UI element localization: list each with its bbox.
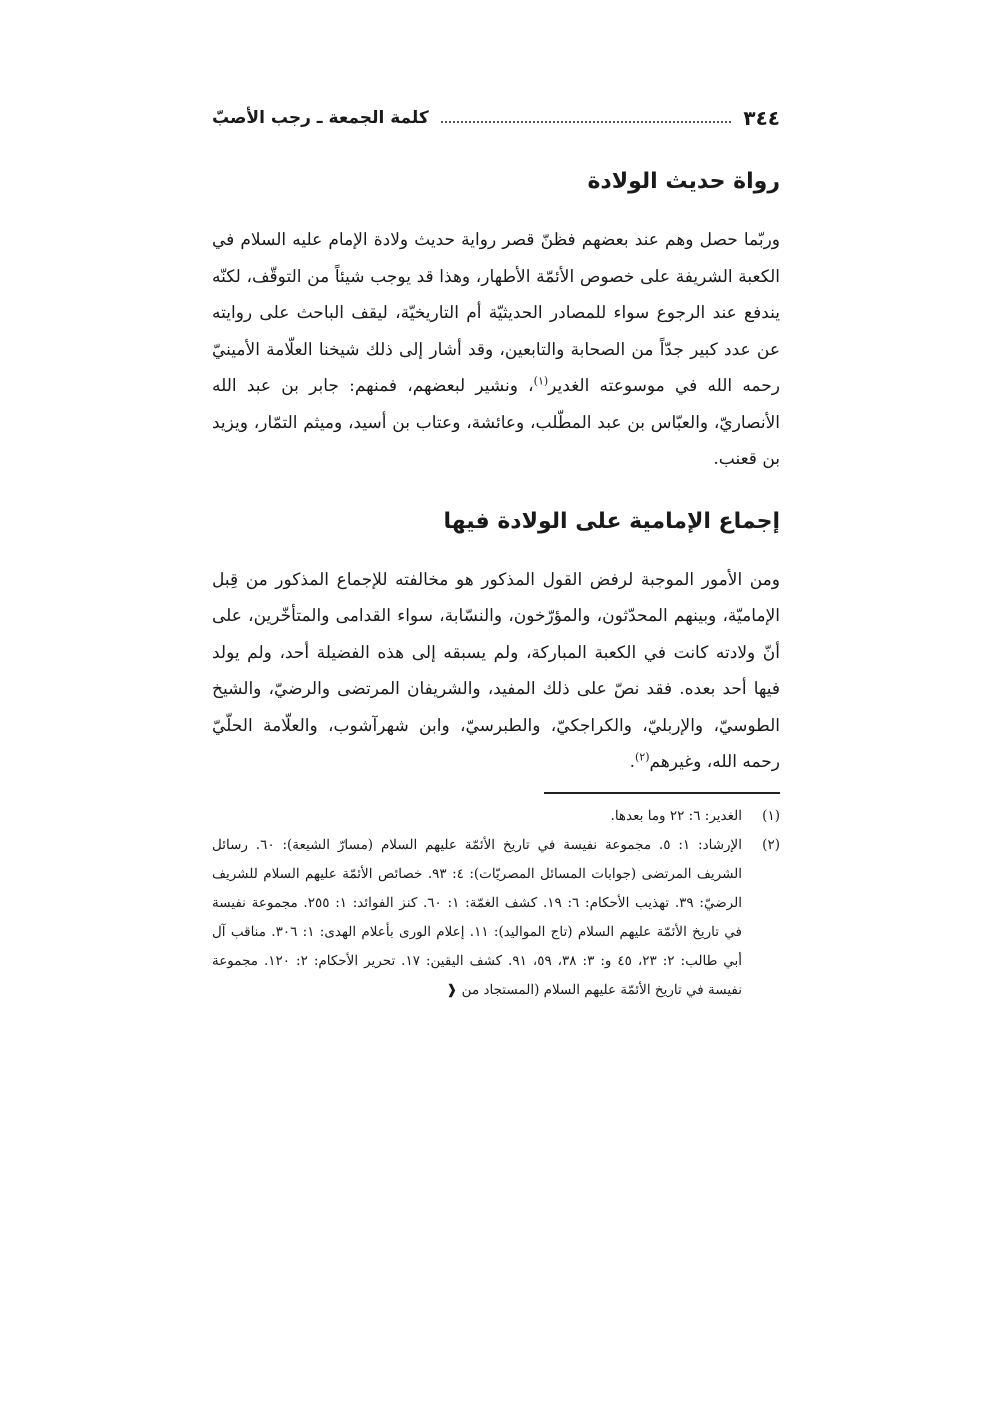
paragraph-text: وربّما حصل وهم عند بعضهم فظنّ قصر رواية حديث ولادة الإمام عليه السلام في الكعبة الشريفة على خصوص الأئمّة الأطهار، وهذا قد يوجب شيئاً من التوقّف، لكنّه يندفع عند الرجوع سواء للمصادر الحديثيّة أم التاريخيّة، ليقف الباحث على روايته عن عدد كبير جدّاً من الصحابة والتابعين، وقد أشار إلى ذلك شيخنا العلّامة الأمينيّ رحمه الله في موسوعته الغدير [212,230,780,396]
footnote-divider [544,792,780,794]
footnote-number: (١) [762,808,780,824]
section-heading: إجماع الإمامية على الولادة فيها [443,508,780,534]
footnote-ref-1[interactable]: (١) [533,374,549,388]
paragraph-text: . [629,752,635,772]
paragraph-text: ومن الأمور الموجبة لرفض القول المذكور هو مخالفته للإجماع المذكور من قِبل الإماميّة، وبينهم المحدّثون، والمؤرّخون، والنسّابة، سواء القدامى والمتأخّرين، على أنّ ولادته كانت في الكعبة المباركة، ولم يسبقه إلى هذه الفضيلة أحد، ولم يولد فيها أحد بعده. فقد نصّ على ذلك المفيد، والشريفان المرتضى والرضيّ، والشيخ الطوسيّ، والإربليّ، والكراجكيّ، والطبرسيّ، وابن شهرآشوب، والعلّامة الحلّيّ رحمه الله، وغيرهم [212,569,780,772]
paragraph-text: ، ونشير لبعضهم، فمنهم: جابر بن عبد الله الأنصاريّ، والعبّاس بن عبد المطّلب، وعائشة، وعتاب بن أسيد، وميثم التمّار، ويزيد بن قعنب. [212,376,780,469]
footnote-text: الغدير: ٦: ٢٢ وما بعدها. [610,808,742,824]
paragraph [212,562,780,781]
page-number: ٣٤٤ [743,106,780,130]
section-heading: رواة حديث الولادة [587,169,780,194]
footnote-text: الإرشاد: ١: ٥. مجموعة نفيسة في تاريخ الأئمّة عليهم السلام (مسارّ الشيعة): ٦٠. رسائل الشريف المرتضى (جوابات المسائل المصريّات): ٤: ٩٣. خصائص الأئمّة عليهم السلام للشريف الرضيّ: ٣٩. تهذيب الأحكام: ٦: ١٩. كشف الغمّة: ١: ٦٠. كنز الفوائد: ١: ٢٥٥. مجموعة نفيسة في تاريخ الأئمّة عليهم السلام (تاج المواليد): ١١. إعلام الورى بأعلام الهدى: ١: ٣٠٦. مناقب آل أبي طالب: ٢: ٢٣، ٤٥ و: ٣: ٣٨، ٥٩، ٩١. كشف اليقين: ١٧. تحرير الأحكام: ٢: ١٢٠. مجموعة نفيسة في تاريخ الأئمّة عليهم السلام (المستجاد من ❰ [212,837,743,998]
section-narrators [212,160,780,478]
paragraph [212,222,780,478]
footnotes [212,802,780,1005]
footnote-1 [212,802,780,831]
main-content [212,160,780,803]
footnote-ref-2[interactable]: (٢) [634,750,650,764]
footnote-number: (٢) [762,837,780,853]
section-consensus [212,500,780,781]
running-title: كلمة الجمعة ـ رجب الأصبّ [212,108,429,128]
header-dot-leader [441,121,732,123]
running-header [212,100,780,136]
footnote-2 [212,831,780,1005]
